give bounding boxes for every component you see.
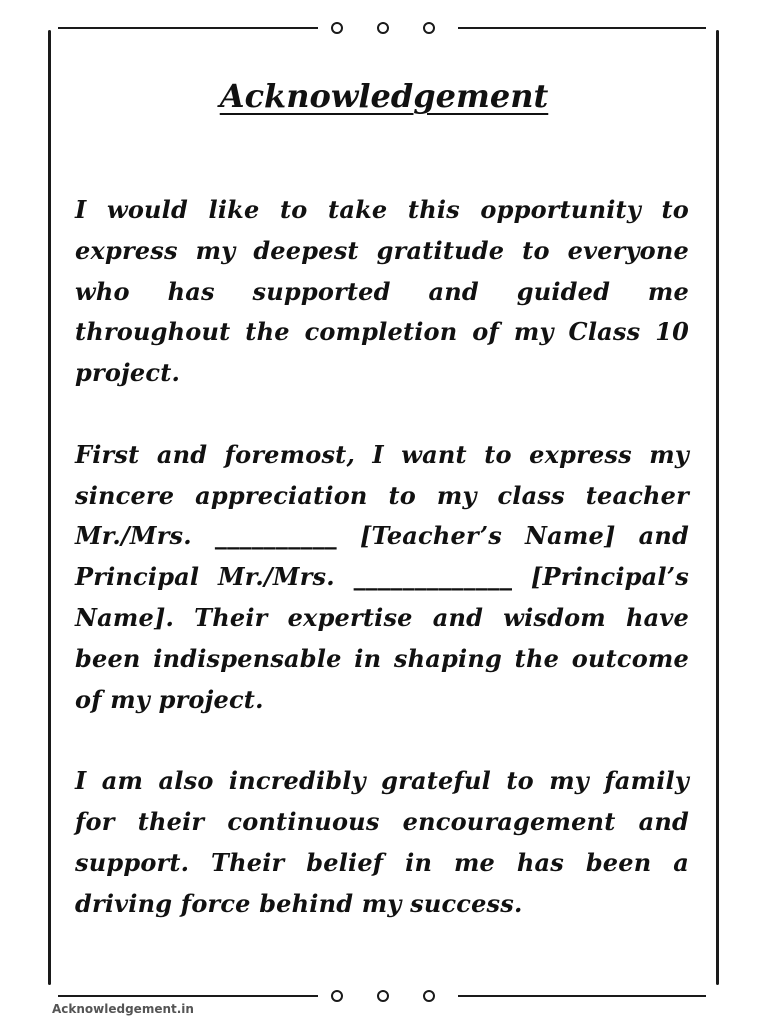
paragraph: First and foremost, I want to express my sincere appreciation to my class teacher Mr./Mrs. __________ [Teacher’s Name] and Principal Mr./Mrs. _____________ [Principal’s Name]. Their expertise and wisdom have been indispensable in shaping the outcome of my project.: [75, 439, 689, 714]
circle-divider-icon: [331, 990, 343, 1002]
watermark: Acknowledgement.in: [52, 1002, 194, 1016]
circle-divider-icon: [377, 22, 389, 34]
top-ornament: [48, 18, 719, 38]
acknowledgement-body: [75, 190, 689, 965]
frame-right-border: [716, 30, 719, 985]
title-text: Acknowledgement: [219, 77, 549, 115]
circle-divider-icon: [423, 990, 435, 1002]
ornament-line: [458, 995, 706, 997]
circle-divider-icon: [377, 990, 389, 1002]
ornament-line: [458, 27, 706, 29]
frame-left-border: [48, 30, 51, 985]
page-title: [0, 74, 768, 118]
circle-divider-icon: [331, 22, 343, 34]
paragraph: I am also incredibly grateful to my family for their continuous encouragement and support. Their belief in me has been a driving force behind my success.: [75, 766, 689, 918]
paragraph: I would like to take this opportunity to express my deepest gratitude to everyone who has supported and guided me throughout the completion of my Class 10 project.: [75, 195, 689, 388]
ornament-line: [58, 27, 318, 29]
ornament-line: [58, 995, 318, 997]
circle-divider-icon: [423, 22, 435, 34]
